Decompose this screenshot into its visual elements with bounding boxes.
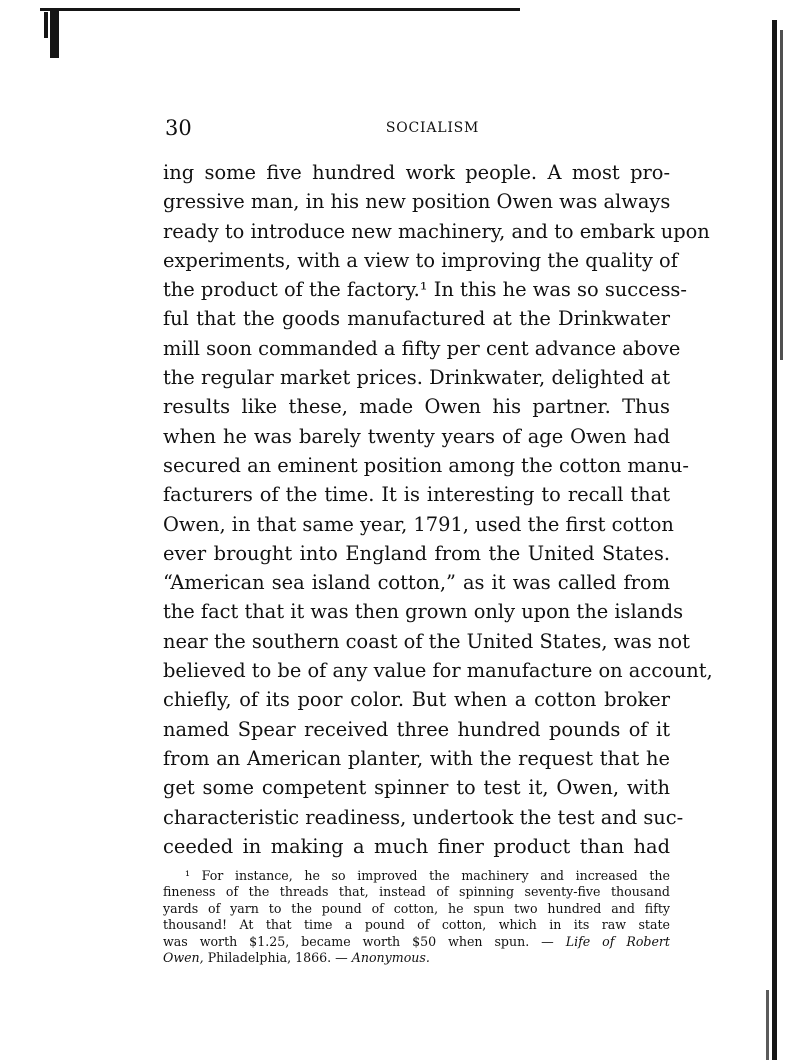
- scan-edge-left-mark: [50, 8, 59, 58]
- footnote-source-title: Life of Robert: [565, 933, 670, 949]
- body-line: from an American planter, with the request that he: [163, 746, 670, 770]
- body-line: secured an eminent position among the cotton manu-: [163, 453, 689, 477]
- scan-edge-top: [40, 8, 520, 11]
- body-line: Owen, in that same year, 1791, used the first cotton: [163, 512, 674, 536]
- body-text: [163, 158, 713, 861]
- body-line: mill soon commanded a fifty per cent advance above: [163, 336, 681, 360]
- running-title: SOCIALISM: [385, 120, 480, 136]
- footnote-source-place: Philadelphia, 1866. —: [207, 949, 348, 965]
- body-line: “American sea island cotton,” as it was called from: [163, 571, 670, 595]
- body-line: ever brought into England from the United States.: [163, 541, 670, 565]
- body-line: when he was barely twenty years of age Owen had: [163, 424, 670, 448]
- footnote-line: was worth $1.25, became worth $50 when spun. —: [163, 933, 554, 949]
- footnote-line: yards of yarn to the pound of cotton, he spun two hundred and fifty: [163, 900, 670, 916]
- body-line: the fact that it was then grown only upon the islands: [163, 600, 684, 624]
- body-line: near the southern coast of the United States, was not: [163, 629, 690, 653]
- scan-edge-left-mark-2: [44, 12, 48, 38]
- page-number: 30: [165, 116, 192, 140]
- footnote-line: thousand! At that time a pound of cotton, which in its raw state: [163, 917, 670, 933]
- body-line: the product of the factory.¹ In this he was so success-: [163, 278, 687, 302]
- body-line: believed to be of any value for manufacture on account,: [163, 659, 713, 683]
- footnote-line: fineness of the threads that, instead of spinning seventy-five thousand: [163, 884, 670, 900]
- footnote-line: ¹ For instance, he so improved the machinery and increased the: [185, 868, 670, 883]
- scan-edge-right-2: [780, 30, 783, 360]
- body-line: facturers of the time. It is interesting to recall that: [163, 483, 670, 507]
- footnote-citation-line: [163, 950, 670, 966]
- body-line: the regular market prices. Drinkwater, delighted at: [163, 366, 670, 390]
- scan-edge-right-3: [766, 990, 769, 1060]
- body-line: named Spear received three hundred pounds of it: [163, 717, 670, 741]
- scan-edge-right: [772, 20, 777, 1060]
- body-line: chiefly, of its poor color. But when a cotton broker: [163, 688, 670, 712]
- body-line: experiments, with a view to improving the quality of: [163, 248, 678, 272]
- footnote-source-title-cont: Owen,: [163, 949, 204, 965]
- footnote-line-with-source: [163, 934, 670, 950]
- footnote-source-author: Anonymous.: [351, 949, 430, 965]
- body-line: ing some five hundred work people. A most pro-: [163, 161, 670, 184]
- body-line: characteristic readiness, undertook the test and suc-: [163, 805, 684, 829]
- page-header: [165, 116, 670, 142]
- footnote: [163, 868, 670, 966]
- body-line: ready to introduce new machinery, and to embark upon: [163, 219, 710, 243]
- body-line: results like these, made Owen his partner. Thus: [163, 395, 670, 419]
- body-line: gressive man, in his new position Owen was always: [163, 190, 671, 214]
- body-line: ceeded in making a much finer product than had: [163, 834, 670, 858]
- body-line: get some competent spinner to test it, Owen, with: [163, 776, 670, 800]
- body-line: ful that the goods manufactured at the Drinkwater: [163, 307, 670, 331]
